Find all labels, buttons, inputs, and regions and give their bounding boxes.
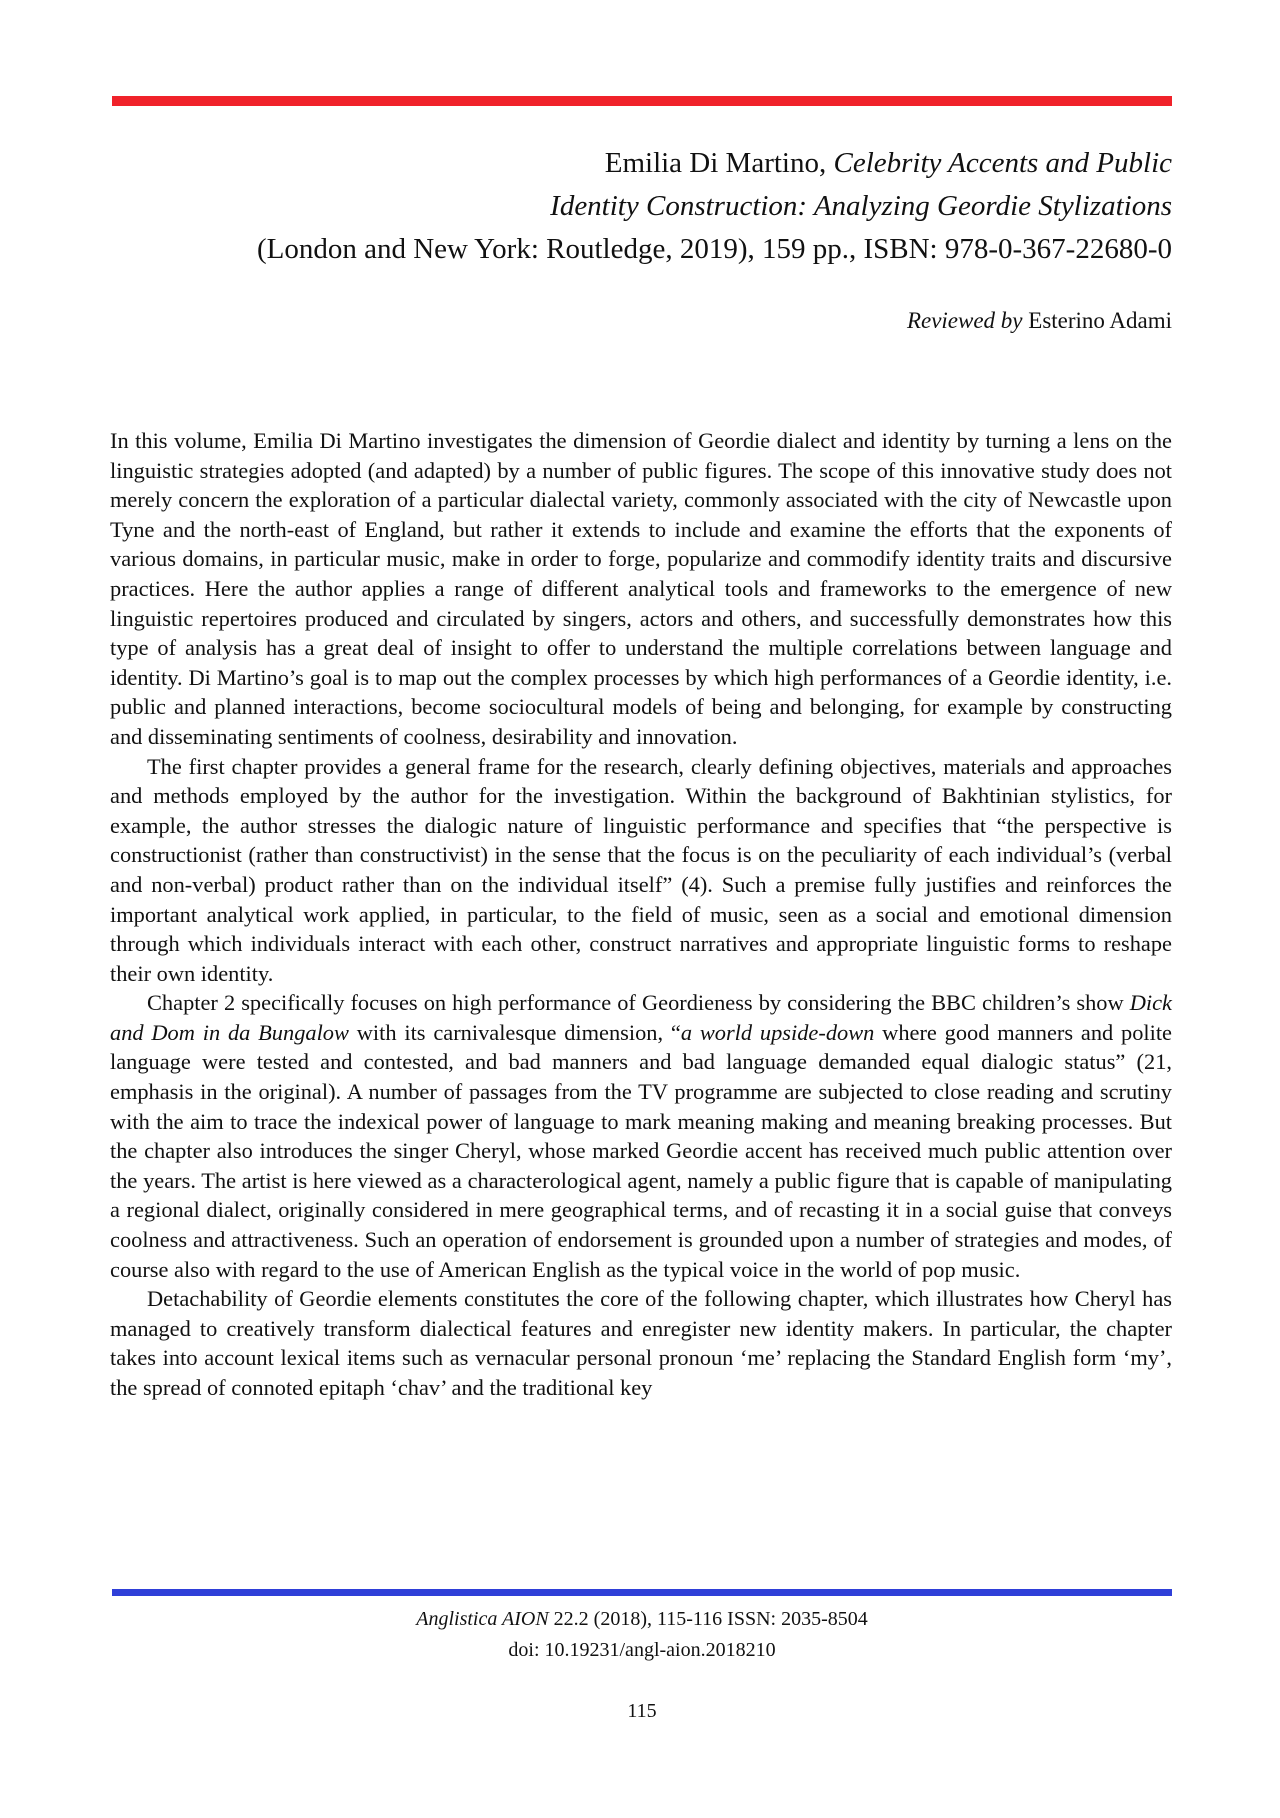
title-line-1 xyxy=(112,142,1172,185)
paragraph-3-text-c: where good manners and polite language were tested and contested, and bad manners and bad language demanded equal dialogic status” (21, emphasis in the original). A number of passages from the TV programme are subjected to close reading and scrutiny with the aim to trace the indexical power of language to mark meaning making and meaning breaking processes. But the chapter also introduces the singer Cheryl, whose marked Geordie accent has received much public attention over the years. The artist is here viewed as a characterological agent, namely a public figure that is capable of manipulating a regional dialect, originally considered in mere geographical terms, and of recasting it in a social guise that conveys coolness and attractiveness. Such an operation of endorsement is grounded upon a number of strategies and modes, of course also with regard to the use of American English as the typical voice in the world of pop music. xyxy=(110,1019,1172,1282)
journal-name: Anglistica AION xyxy=(416,1608,549,1630)
book-citation-header xyxy=(112,142,1172,271)
review-body xyxy=(110,426,1172,1403)
paragraph-3 xyxy=(110,988,1172,1284)
doi: doi: 10.19231/angl-aion.2018210 xyxy=(508,1639,776,1661)
reviewer-line xyxy=(112,305,1172,337)
paragraph-2: The first chapter provides a general frame for the research, clearly defining objectives, materials and approaches and methods employed by the author for the investigation. Within the background of Bakhtinian stylistics, for example, the author stresses the dialogic nature of linguistic performance and specifies that “the perspective is constructionist (rather than constructivist) in the sense that the focus is on the peculiarity of each individual’s (verbal and non-verbal) product rather than on the individual itself” (4). Such a premise fully justifies and reinforces the important analytical work applied, in particular, to the field of music, seen as a social and emotional dimension through which individuals interact with each other, construct narratives and appropriate linguistic forms to reshape their own identity. xyxy=(110,753,1172,986)
journal-issue: 22.2 (2018), 115-116 ISSN: 2035-8504 xyxy=(548,1608,868,1630)
top-red-rule xyxy=(112,96,1172,106)
paragraph-1: In this volume, Emilia Di Martino investigates the dimension of Geordie dialect and identity by turning a lens on the linguistic strategies adopted (and adapted) by a number of public figures. The scope of this innovative study does not merely concern the exploration of a particular dialectal variety, commonly associated with the city of Newcastle upon Tyne and the north-east of England, but rather it extends to include and examine the efforts that the exponents of various domains, in particular music, make in order to forge, popularize and commodify identity traits and discursive practices. Here the author applies a range of different analytical tools and frameworks to the emergence of new linguistic repertoires produced and circulated by singers, actors and others, and successfully demonstrates how this type of analysis has a great deal of insight to offer to understand the multiple correlations between language and identity. Di Martino’s goal is to map out the complex processes by which high performances of a Geordie identity, i.e. public and planned interactions, become sociocultural models of being and belonging, for example by constructing and disseminating sentiments of coolness, desirability and innovation. xyxy=(110,428,1172,749)
book-author: Emilia Di Martino, xyxy=(604,147,834,179)
publication-details: (London and New York: Routledge, 2019), 159 pp., ISBN: 978-0-367-22680-0 xyxy=(256,233,1172,265)
emphasized-quote: a world upside-down xyxy=(680,1019,875,1045)
journal-citation xyxy=(112,1604,1172,1635)
book-title-part-2: Identity Construction: Analyzing Geordie Stylizations xyxy=(550,190,1172,222)
title-line-2 xyxy=(112,185,1172,228)
paragraph-4: Detachability of Geordie elements constitutes the core of the following chapter, which illustrates how Cheryl has managed to creatively transform dialectical features and enregister new identity makers. In particular, the chapter takes into account lexical items such as vernacular personal pronoun ‘me’ replacing the Standard English form ‘my’, the spread of connoted epitaph ‘chav’ and the traditional key xyxy=(110,1286,1172,1400)
book-title-part-1: Celebrity Accents and Public xyxy=(833,147,1172,179)
reviewer-name: Esterino Adami xyxy=(1022,308,1172,333)
paragraph-3-text-a: Chapter 2 specifically focuses on high performance of Geordieness by considering the BBC children’s show xyxy=(147,990,1130,1016)
paragraph-3-text-b: with its carnivalesque dimension, “ xyxy=(348,1019,681,1045)
reviewed-by-label: Reviewed by xyxy=(906,308,1023,333)
bottom-blue-rule xyxy=(112,1589,1172,1596)
show-title: Dick and Dom in da Bungalow xyxy=(110,990,1172,1045)
journal-footer xyxy=(112,1604,1172,1666)
page-number: 115 xyxy=(627,1700,657,1722)
